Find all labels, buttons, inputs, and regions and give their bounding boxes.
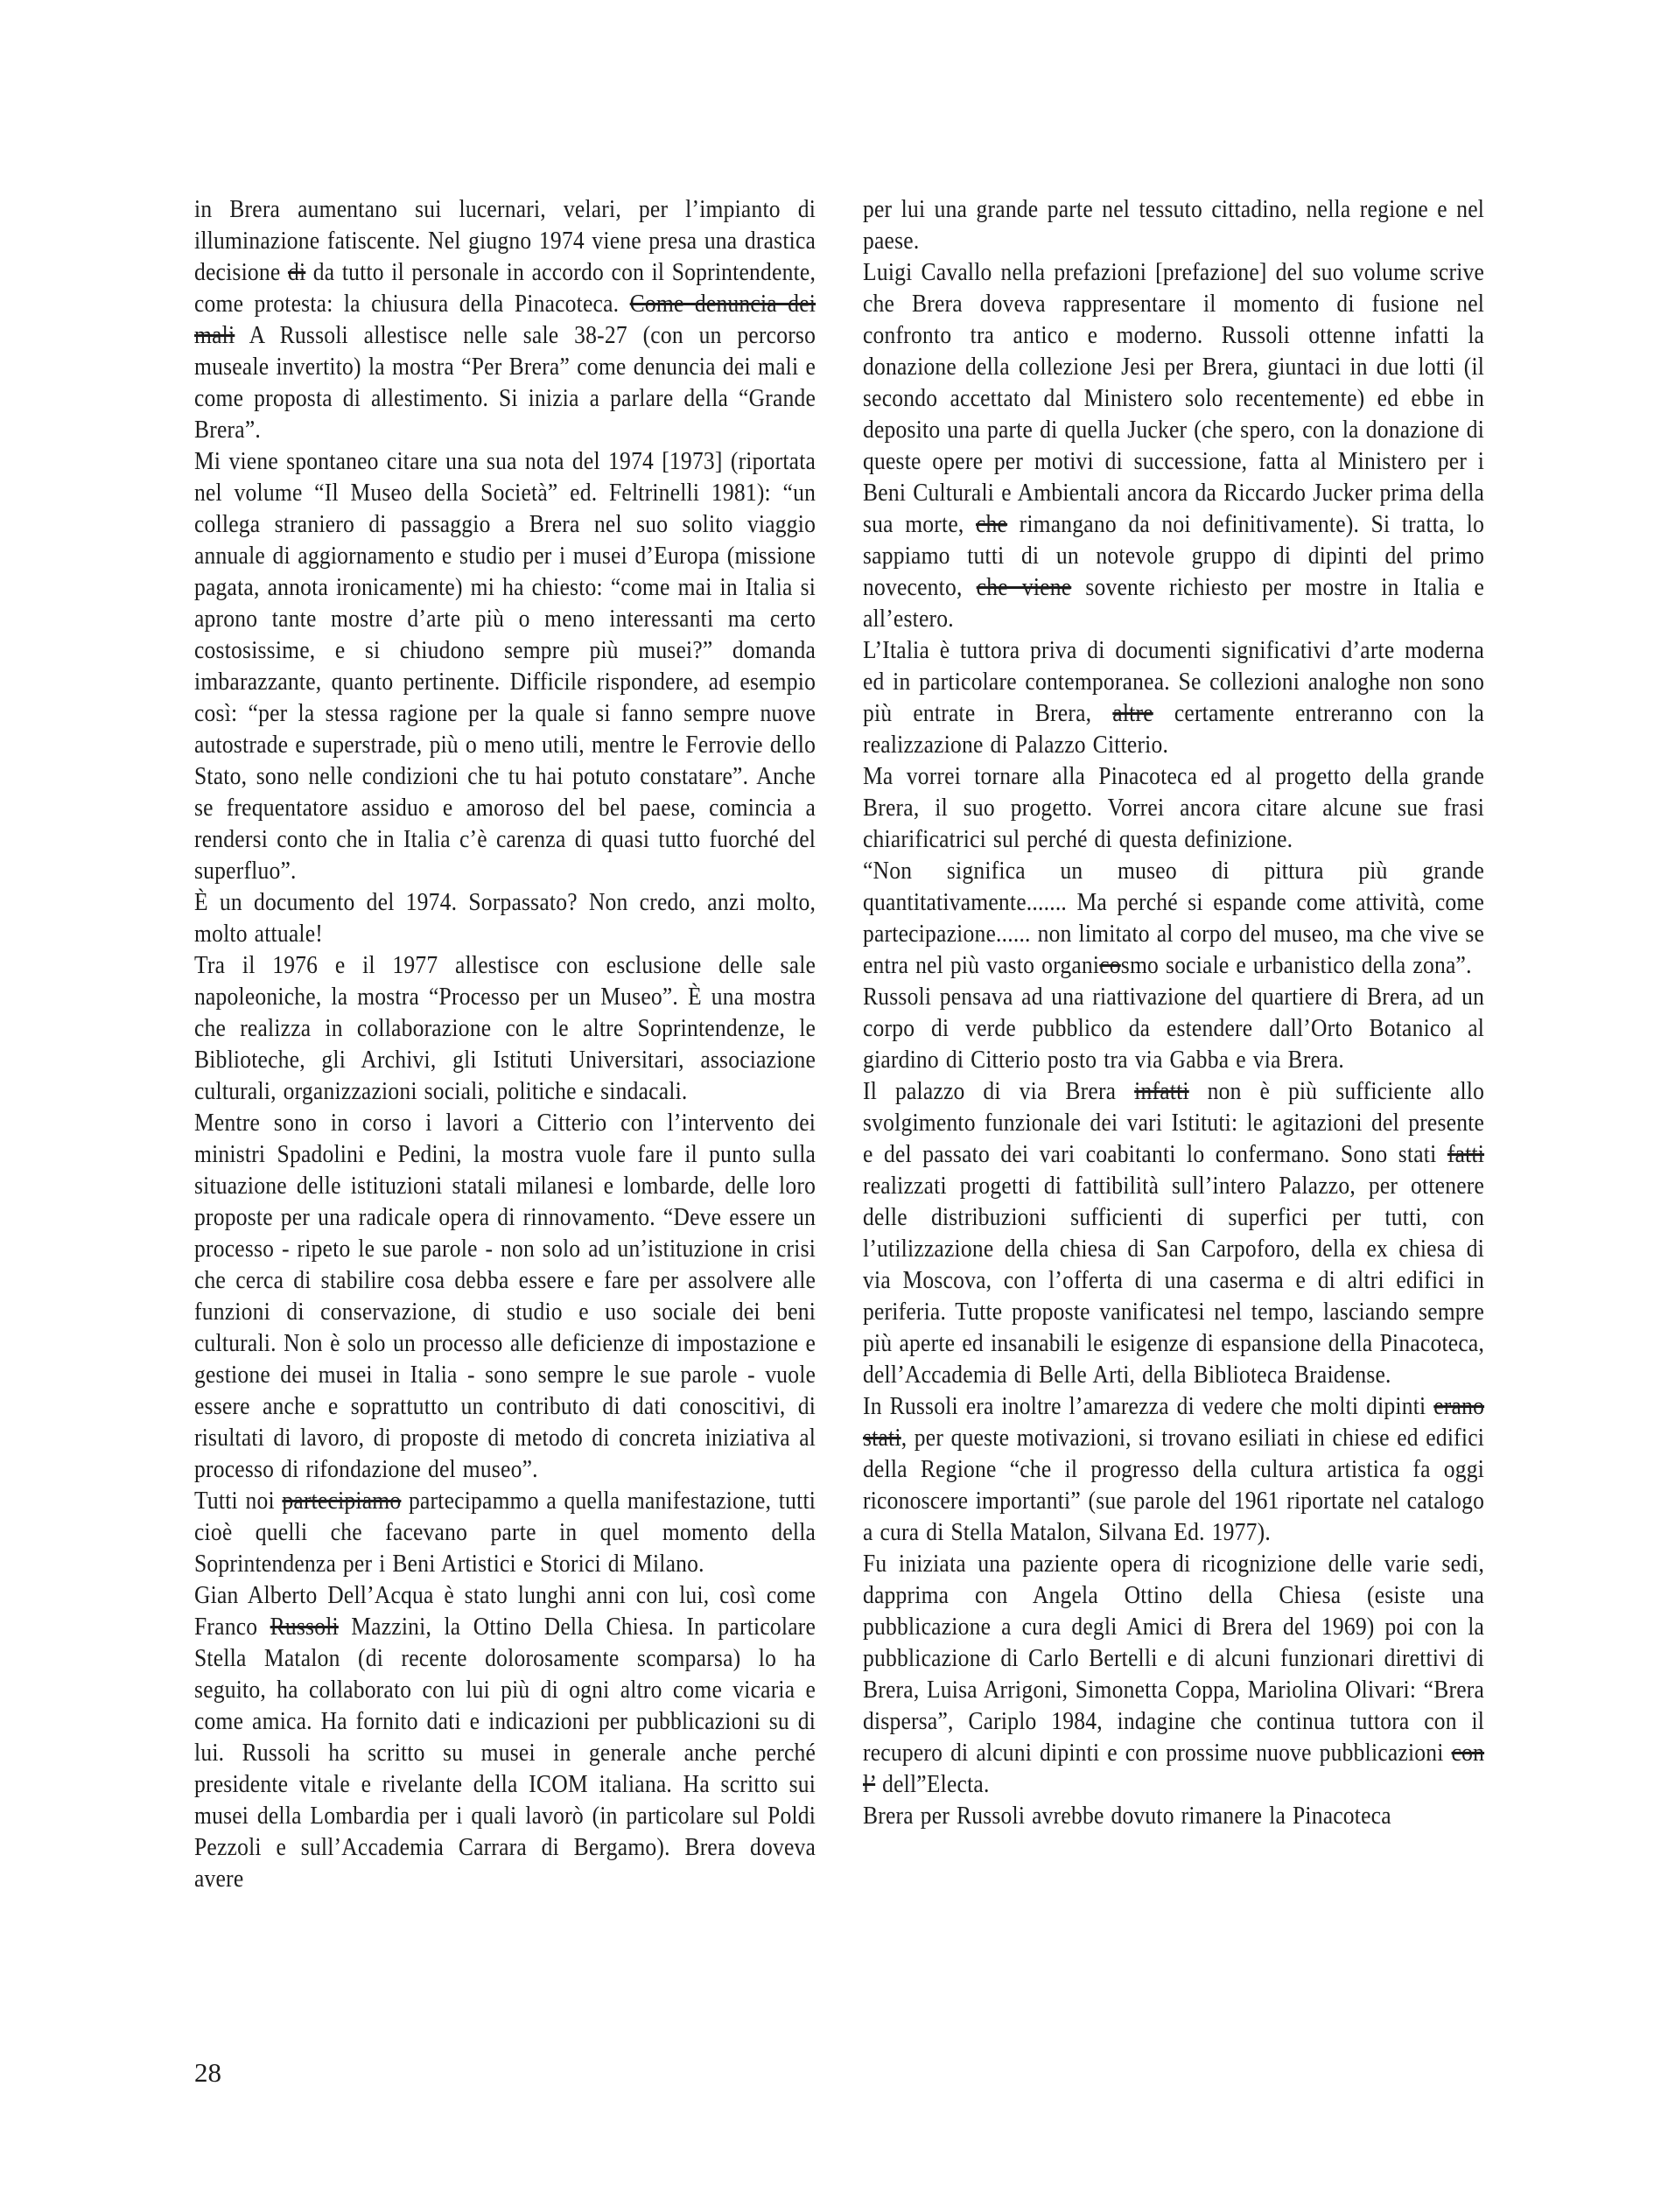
text-segment: È un documento del 1974. Sorpassato? Non credo, anzi molto, molto attuale! <box>194 888 816 948</box>
text-segment: Mentre sono in corso i lavori a Citterio con l’intervento dei ministri Spadolini e Pedini, la mostra vuole fare il punto sulla situazione delle istituzioni statali milanesi e lombarde, delle loro proposte per una radicale opera di rinnovamento. “Deve essere un processo - ripeto le sue parole - non solo ad un’istituzione in crisi che cerca di stabilire cosa debba essere e fare per assolvere alle funzioni di conservazione, di studio e uso sociale dei beni culturali. Non è solo un processo alle deficienze di impostazione e gestione dei musei in Italia - sono sempre le sue parole - vuole essere anche e soprattutto un contributo di dati conoscitivi, di risultati di lavoro, di proposte di metodo di concreta iniziativa al processo di rifondazione del museo”. <box>194 1109 816 1483</box>
strikethrough-text: fatti <box>1447 1140 1485 1168</box>
text-segment: Luigi Cavallo nella prefazioni [prefazione] del suo volume scrive che Brera doveva rappresentare il momento di fusione nel confronto tra antico e moderno. Russoli ottenne infatti la donazione della collezione Jesi per Brera, giuntaci in due lotti (il secondo accettato dal Ministero solo recentemente) ed ebbe in deposito una parte di quella Jucker (che spero, con la donazione di queste opere per motivi di successione, fatta al Ministero per i Beni Culturali e Ambientali ancora da Riccardo Jucker prima della sua morte, <box>863 258 1485 538</box>
strikethrough-text: che <box>975 510 1008 538</box>
text-segment: Il palazzo di via Brera <box>863 1077 1135 1105</box>
paragraph <box>194 886 816 949</box>
text-segment: Gian Alberto Dell’Acqua è stato lunghi anni con lui, così come Franco <box>194 1581 816 1641</box>
text-segment: Mi viene spontaneo citare una sua nota del 1974 [1973] (riportata nel volume “Il Museo della Società” ed. Feltrinelli 1981): “un collega straniero di passaggio a Brera nel suo solito viaggio annuale di aggiornamento e studio per i musei d’Europa (missione pagata, annota ironicamente) mi ha chiesto: “come mai in Italia si aprono tante mostre d’arte più o meno interessanti ma certo costosissime, e si chiudono sempre più musei?” domanda imbarazzante, quanto pertinente. Difficile rispondere, ad esempio così: “per la stessa ragione per la quale si fanno sempre nuove autostrade e superstrade, più o meno utili, mentre le Ferrovie dello Stato, sono nelle condizioni che tu hai potuto constatare”. Anche se frequentatore assiduo e amoroso del bel paese, comincia a rendersi conto che in Italia c’è carenza di quasi tutto fuorché del superfluo”. <box>194 447 816 885</box>
strikethrough-text: infatti <box>1134 1077 1189 1105</box>
paragraph <box>863 855 1484 981</box>
text-segment: , per queste motivazioni, si trovano esiliati in chiese ed edifici della Regione “che il progresso della cultura artistica fa oggi riconoscere importanti” (sue parole del 1961 riportate nel catalogo a cura di Stella Matalon, Silvana Ed. 1977). <box>863 1424 1485 1546</box>
paragraph <box>194 1579 816 1894</box>
text-segment: Russoli pensava ad una riattivazione del quartiere di Brera, ad un corpo di verde pubblico da estendere dall’Orto Botanico al giardino di Citterio posto tra via Gabba e via Brera. <box>863 983 1485 1074</box>
text-segment: dell”Electa. <box>875 1770 990 1798</box>
strikethrough-text: che viene <box>976 573 1072 601</box>
paragraph <box>863 193 1484 256</box>
paragraph <box>194 445 816 886</box>
paragraph <box>194 1107 816 1485</box>
paragraph <box>863 981 1484 1075</box>
text-segment: realizzati progetti di fattibilità sull’intero Palazzo, per ottenere delle distribuzioni sufficienti di superfici per tutti, con l’utilizzazione della chiesa di San Carpoforo, della ex chiesa di via Moscova, con l’offerta di una caserma e di altri edifici in periferia. Tutte proposte vanificatesi nel tempo, lasciando sempre più aperte ed insanabili le esigenze di espansione della Pinacoteca, dell’Accademia di Belle Arti, della Biblioteca Braidense. <box>863 1172 1485 1389</box>
text-segment: In Russoli era inoltre l’amarezza di vedere che molti dipinti <box>863 1392 1434 1420</box>
paragraph <box>194 949 816 1107</box>
text-segment: “Non significa un museo di pittura più grande quantitativamente....... Ma perché si espande come attività, come partecipazione...... non limitato al corpo del museo, ma che vive se entra nel più vasto organi <box>863 857 1485 979</box>
paragraph <box>863 256 1484 634</box>
text-segment: Ma vorrei tornare alla Pinacoteca ed al progetto della grande Brera, il suo progetto. Vorrei ancora citare alcune sue frasi chiarificatrici sul perché di questa definizione. <box>863 762 1485 853</box>
paragraph <box>863 1548 1484 1800</box>
text-segment: non è più sufficiente allo svolgimento funzionale dei vari Istituti: le agitazioni del presente e del passato dei vari coabitanti lo confermano. Sono stati <box>863 1077 1485 1168</box>
text-segment: Brera per Russoli avrebbe dovuto rimanere la Pinacoteca <box>863 1802 1391 1830</box>
text-segment: da tutto il personale in accordo con il Soprintendente, come protesta: la chiusura della Pinacoteca. <box>194 258 816 318</box>
text-segment: L’Italia è tuttora priva di documenti significativi d’arte moderna ed in particolare contemporanea. Se collezioni analoghe non sono più entrate in Brera, <box>863 636 1485 727</box>
text-column-right <box>863 193 1484 1831</box>
strikethrough-text: Russoli <box>270 1613 339 1641</box>
strikethrough-text: di <box>287 258 306 286</box>
paragraph <box>863 634 1484 760</box>
paragraph <box>194 193 816 445</box>
paragraph <box>194 1485 816 1579</box>
text-column-left <box>194 193 816 1894</box>
strikethrough-text: co <box>1099 951 1121 979</box>
strikethrough-text: Come denuncia dei mali <box>194 290 816 349</box>
paragraph <box>863 1075 1484 1390</box>
strikethrough-text: con l’ <box>863 1739 1485 1798</box>
text-segment: Tutti noi <box>194 1487 283 1515</box>
text-segment: rimangano da noi definitivamente). Si tratta, lo sappiamo tutti di un notevole gruppo di dipinti del primo novecento, <box>863 510 1485 601</box>
strikethrough-text: erano stati <box>863 1392 1485 1452</box>
text-segment: Tra il 1976 e il 1977 allestisce con esclusione delle sale napoleoniche, la mostra “Processo per un Museo”. È una mostra che realizza in collaborazione con le altre Soprintendenze, le Biblioteche, gli Archivi, gli Istituti Universitari, associazione culturali, organizzazioni sociali, politiche e sindacali. <box>194 951 816 1105</box>
text-segment: A Russoli allestisce nelle sale 38-27 (con un percorso museale invertito) la mostra “Per Brera” come denuncia dei mali e come proposta di allestimento. Si inizia a parlare della “Grande Brera”. <box>194 321 816 444</box>
text-segment: sovente richiesto per mostre in Italia e all’estero. <box>863 573 1485 633</box>
text-segment: Mazzini, la Ottino Della Chiesa. In particolare Stella Matalon (di recente dolorosamente scomparsa) lo ha seguito, ha collaborato con lui più di ogni altro come vicaria e come amica. Ha fornito dati e indicazioni per pubblicazioni su di lui. Russoli ha scritto su musei in generale anche perché presidente vitale e rivelante della ICOM italiana. Ha scritto sui musei della Lombardia per i quali lavorò (in particolare sul Poldi Pezzoli e sull’Accademia Carrara di Bergamo). Brera doveva avere <box>194 1613 816 1893</box>
text-segment: smo sociale e urbanistico della zona”. <box>1120 951 1472 979</box>
paragraph <box>863 760 1484 855</box>
strikethrough-text: partecipiamo <box>282 1487 402 1515</box>
text-segment: partecipammo a quella manifestazione, tutti cioè quelli che facevano parte in quel momento della Soprintendenza per i Beni Artistici e Storici di Milano. <box>194 1487 816 1578</box>
page-number: 28 <box>194 2057 221 2088</box>
text-segment: Fu iniziata una paziente opera di ricognizione delle varie sedi, dapprima con Angela Ottino della Chiesa (esiste una pubblicazione a cura degli Amici di Brera del 1969) poi con la pubblicazione di Carlo Bertelli e di alcuni funzionari direttivi di Brera, Luisa Arrigoni, Simonetta Coppa, Mariolina Olivari: “Brera dispersa”, Cariplo 1984, indagine che continua tuttora con il recupero di alcuni dipinti e con prossime nuove pubblicazioni <box>863 1550 1485 1767</box>
strikethrough-text: altre <box>1112 699 1153 727</box>
paragraph <box>863 1390 1484 1548</box>
paragraph <box>863 1800 1484 1831</box>
text-segment: in Brera aumentano sui lucernari, velari, per l’impianto di illuminazione fatiscente. Nel giugno 1974 viene presa una drastica decisione <box>194 195 816 286</box>
text-segment: per lui una grande parte nel tessuto cittadino, nella regione e nel paese. <box>863 195 1485 255</box>
text-segment: certamente entreranno con la realizzazione di Palazzo Citterio. <box>863 699 1485 759</box>
